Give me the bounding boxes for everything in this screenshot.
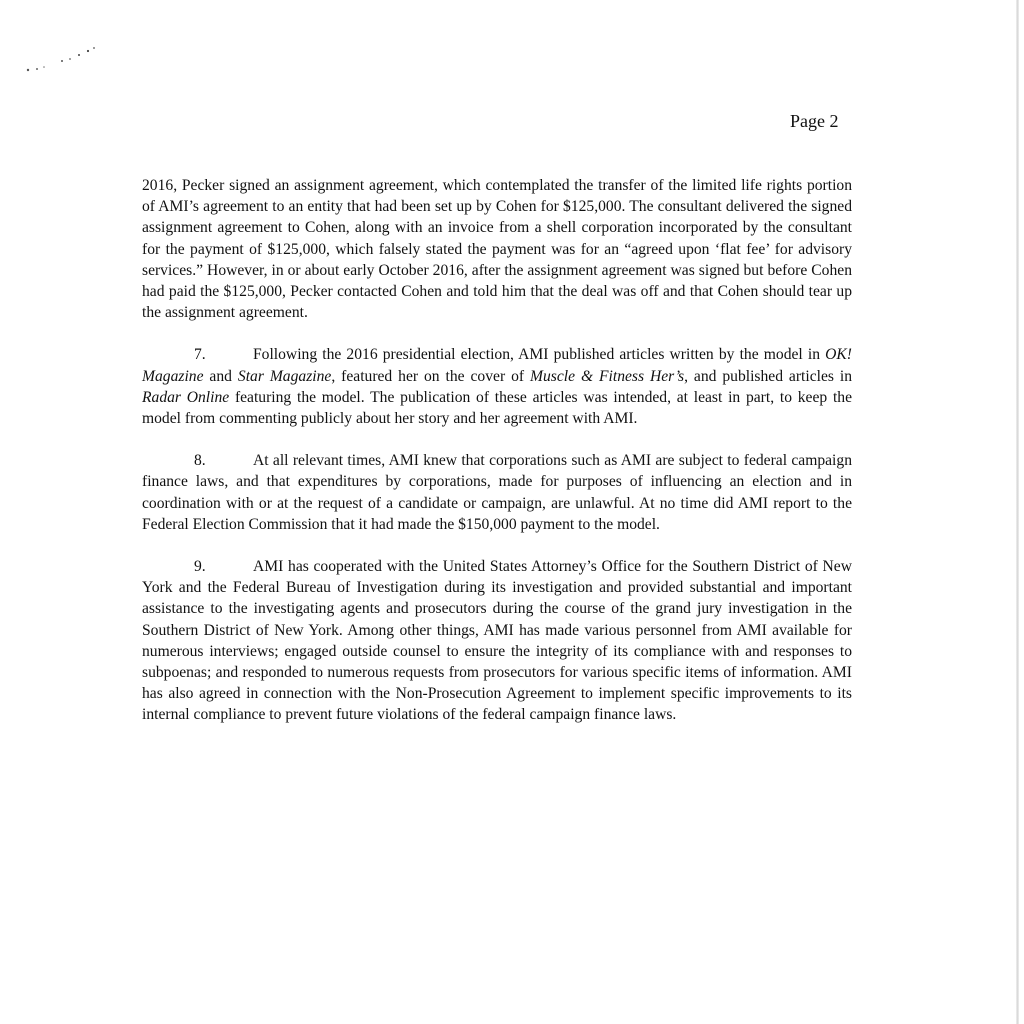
publication-title: Muscle & Fitness Her’s	[530, 367, 685, 385]
paragraph-text: 2016, Pecker signed an assignment agreement, which contemplated the transfer of the limited life rights portion of AMI’s agreement to an entity that had been set up by Cohen for $125,000. The consultant delivered the signed assignment agreement to Cohen, along with an invoice from a shell corporation incorporated by the consultant for the payment of $125,000, which falsely stated the payment was for an “agreed upon ‘flat fee’ for advisory services.” However, in or about early October 2016, after the assignment agreement was signed but before Cohen had paid the $125,000, Pecker contacted Cohen and told him that the deal was off and that Cohen should tear up the assignment agreement.	[142, 177, 852, 322]
paragraph-9	[142, 556, 852, 726]
publication-title: Star Magazine	[237, 367, 332, 385]
publication-title: Radar Online	[142, 388, 230, 406]
scan-edge	[1016, 0, 1019, 1024]
paragraph-8	[142, 450, 852, 535]
scan-specks	[26, 42, 106, 82]
paragraph-text: and	[203, 367, 238, 385]
paragraph-text: Following the 2016 presidential election, AMI published articles written by the model in	[253, 346, 826, 364]
body-text	[142, 175, 852, 747]
paragraph-text: AMI has cooperated with the United States Attorney’s Office for the Southern District of New York and the Federal Bureau of Investigation during its investigation and provided substantial and important assistance to the investigating agents and prosecutors during the course of the grand jury investigation in the Southern District of New York. Among other things, AMI has made various personnel from AMI available for numerous interviews; engaged outside counsel to ensure the integrity of its compliance with and responses to subpoenas; and responded to numerous requests from prosecutors for various specific items of information. AMI has also agreed in connection with the Non-Prosecution Agreement to implement specific improvements to its internal compliance to prevent future violations of the federal campaign finance laws.	[142, 558, 852, 724]
paragraph-text: , and published articles in	[684, 367, 853, 385]
paragraph-number: 7.	[194, 346, 206, 364]
page-number: Page 2	[790, 111, 839, 131]
paragraph-number: 9.	[194, 558, 206, 576]
paragraph-text: featuring the model. The publication of these articles was intended, at least in part, to keep the model from commenting publicly about her story and her agreement with AMI.	[142, 388, 852, 428]
paragraph-continued	[142, 175, 852, 323]
paragraph-number: 8.	[194, 452, 206, 470]
publication-title: OK! Magazine	[142, 346, 852, 385]
paragraph-text: , featured her on the cover of	[331, 367, 530, 385]
paragraph-7	[142, 344, 852, 429]
paragraph-text: At all relevant times, AMI knew that corporations such as AMI are subject to federal campaign finance laws, and that expenditures by corporations, made for purposes of influencing an election and in coordination with or at the request of a candidate or campaign, are unlawful. At no time did AMI report to the Federal Election Commission that it had made the $150,000 payment to the model.	[142, 452, 852, 533]
